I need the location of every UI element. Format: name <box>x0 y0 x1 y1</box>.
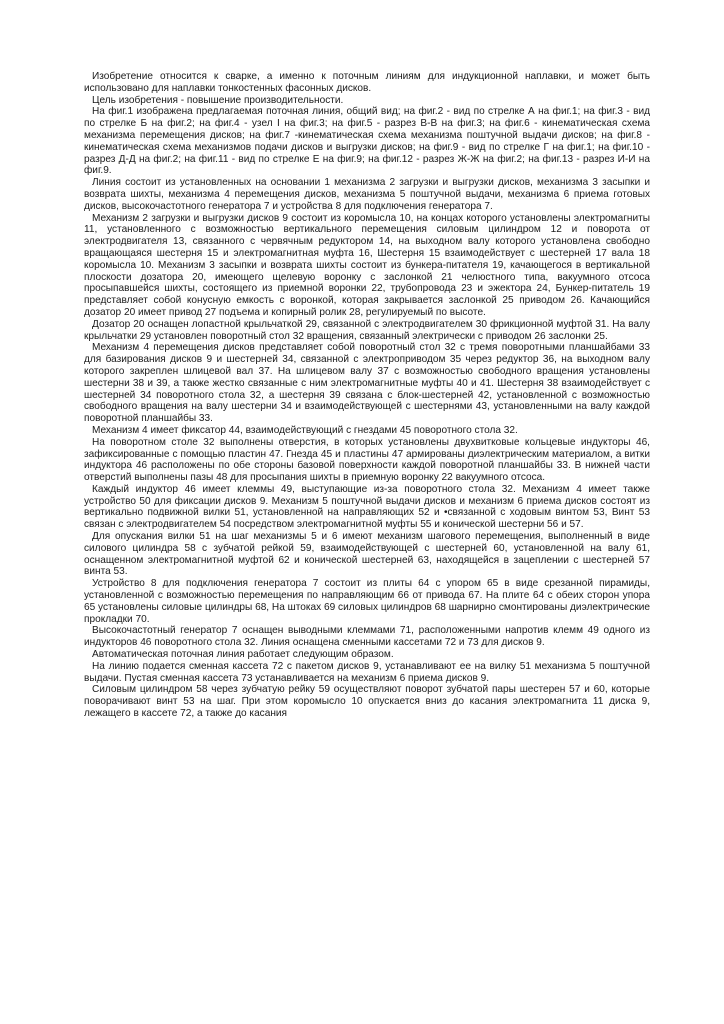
paragraph: Дозатор 20 оснащен лопастной крыльчаткой 29, связанной с электродвигателем 30 фрикционной муфтой 31. На валу крыльчатки 29 установлен поворотный стол 32 вращения, связанный электрически с приводом 26 заслонки 25. <box>84 318 650 342</box>
paragraph: Механизм 4 имеет фиксатор 44, взаимодействующий с гнездами 45 поворотного стола 32. <box>92 424 518 436</box>
paragraph: Автоматическая поточная линия работает следующим образом. <box>92 649 394 661</box>
paragraph: На фиг.1 изображена предлагаемая поточная линия, общий вид; на фиг.2 - вид по стрелке А на фиг.1; на фиг.3 - вид по стрелке Б на фиг.2; на фиг.4 - узел I на фиг.3; на фиг.5 - разрез В-В на фиг.3; на фиг.6 - кинематическая схема механизма перемещения дисков; на фиг.7 -кинематическая схема механизма поштучной выдачи дисков; на фиг.8 - кинематическая схема механизмов подачи дисков и выгрузки дисков; на фиг.9 - вид по стрелке Г на фиг.1; на фиг.10 - разрез Д-Д на фиг.2; на фиг.11 - вид по стрелке Е на фиг.9; на фиг.12 - разрез Ж-Ж на фиг.2; на фиг.13 - разрез И-И на фиг.9. <box>84 106 650 177</box>
paragraph: Каждый индуктор 46 имеет клеммы 49, выступающие из-за поворотного стола 32. Механизм 4 имеет также устройство 50 для фиксации дисков 9. Механизм 5 поштучной выдачи дисков и механизм 6 приема дисков состоят из вертикально подвижной вилки 51, установленной на направляющих 52 и •связанной с ходовым винтом 53, Винт 53 связан с электродвигателем 54 посредством электромагнитной муфты 55 и конической шестерни 56 и 57. <box>84 483 650 531</box>
paragraph: Силовым цилиндром 58 через зубчатую рейку 59 осуществляют поворот зубчатой пары шестерен 57 и 60, которые поворачивают винт 53 на шаг. При этом коромысло 10 опускается вниз до касания электромагнита 11 диска 9, лежащего в кассете 72, а также до касания <box>84 684 650 720</box>
paragraph: Высокочастотный генератор 7 оснащен выводными клеммами 71, расположенными напротив клемм 49 одного из индукторов 46 поворотного стола 32. Линия оснащена сменными кассетами 72 и 73 для дисков 9. <box>84 625 650 649</box>
document-page <box>84 71 650 720</box>
paragraph: Механизм 2 загрузки и выгрузки дисков 9 состоит из коромысла 10, на концах которого установлены электромагниты 11, установленного с возможностью вертикального перемещения силовым цилиндром 12 и поворота от электродвигателя 13, связанного с червячным редуктором 14, на выходном валу которого установлена свободно вращающаяся шестерня 15 и электромагнитная муфта 16, Шестерня 15 взаимодействует с шестерней 17 вала 18 коромысла 10. Механизм 3 засыпки и возврата шихты состоит из бункера-питателя 19, качающегося в вертикальной плоскости дозатора 20, имеющего щелевую воронку с заслонкой 21 челюстного типа, вакуумного отсоса просыпавшейся шихты, состоящего из приемной воронки 22, трубопровода 23 и эжектора 24, Бункер-питатель 19 представляет собой конусную емкость с воронкой, которая закрывается заслонкой 25 приводом 26. Качающийся дозатор 20 имеет привод 27 подъема и копирный ролик 28, регулируемый по высоте. <box>84 212 650 318</box>
paragraph: Цель изобретения - повышение производительности. <box>92 94 344 106</box>
paragraph: На поворотном столе 32 выполнены отверстия, в которых установлены двухвитковые кольцевые индукторы 46, зафиксированные с помощью пластин 47. Гнезда 45 и пластины 47 армированы диэлектрическим материалом, а витки индуктора 46 расположены по обе стороны базовой поверхности каждой поворотной планшайбы 33. В нижней части отверстий выполнены пазы 48 для просыпания шихты в приемную воронку 22 вакуумного отсоса. <box>84 436 650 484</box>
paragraph: Для опускания вилки 51 на шаг механизмы 5 и 6 имеют механизм шагового перемещения, выполненный в виде силового цилиндра 58 с зубчатой рейкой 59, взаимодействующей с шестерней 60, установленной на валу 61, оснащенном электромагнитной муфтой 62 и конической шестерней 63, находящейся в зацеплении с шестерней 57 винта 53. <box>84 531 650 578</box>
paragraph: Устройство 8 для подключения генератора 7 состоит из плиты 64 с упором 65 в виде срезанной пирамиды, установленной с возможностью перемещения по направляющим 66 от привода 67. На плите 64 с обеих сторон упора 65 установлены силовые цилиндры 68, На штоках 69 силовых цилиндров 68 шарнирно смонтированы диэлектрические прокладки 70. <box>84 578 650 625</box>
paragraph: На линию подается сменная кассета 72 с пакетом дисков 9, устанавливают ее на вилку 51 механизма 5 поштучной выдачи. Пустая сменная кассета 73 устанавливается на механизм 6 приема дисков 9. <box>84 660 650 684</box>
paragraph: Изобретение относится к сварке, а именно к поточным линиям для индукционной наплавки, и может быть использовано для наплавки тонкостенных фасонных дисков. <box>84 71 650 94</box>
paragraph: Механизм 4 перемещения дисков представляет собой поворотный стол 32 с тремя поворотными планшайбами 33 для базирования дисков 9 и шестерней 34, связанной с электроприводом 35 через редуктор 36, на выходном валу которого закреплен шлицевой вал 37. На шлицевом валу 37 с возможностью свободного вращения установлены шестерни 38 и 39, а также жестко связанные с ним электромагнитные муфты 40 и 41. Шестерня 38 взаимодействует с шестерней 34 поворотного стола 32, а шестерня 39 связана с блок-шестерней 42, установленной с возможностью свободного вращения на валу шестерни 34 и взаимодействующей с шестернями 43, установленными на валу каждой поворотной планшайбы 33. <box>84 342 650 425</box>
paragraph: Линия состоит из установленных на основании 1 механизма 2 загрузки и выгрузки дисков, механизма 3 засыпки и возврата шихты, механизма 4 перемещения дисков, механизма 5 поштучной выдачи, механизма 6 приема готовых дисков, высокочастотного генератора 7 и устройства 8 для подключения генератора 7. <box>84 177 650 212</box>
